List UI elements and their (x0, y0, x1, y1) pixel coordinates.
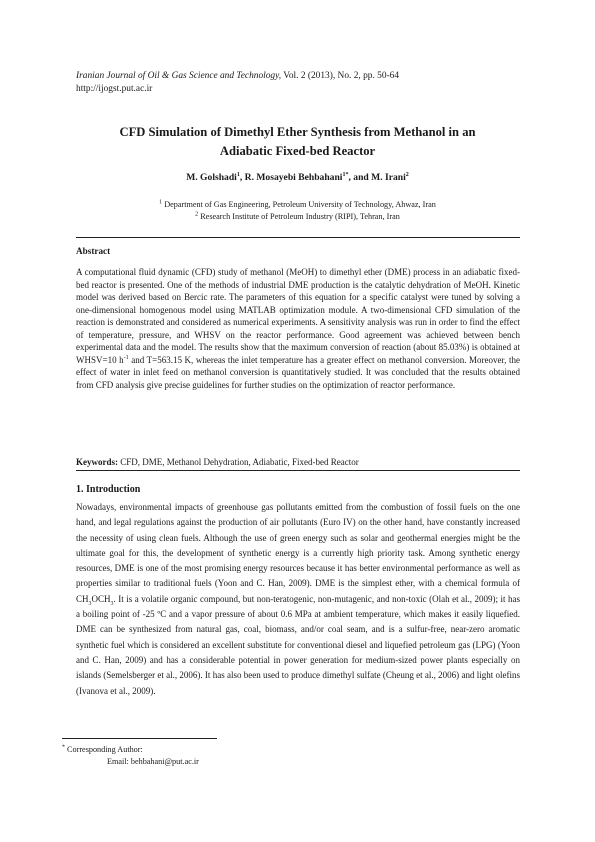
footnote-author (62, 744, 143, 756)
title-line-2: Adiabatic Fixed-bed Reactor (219, 144, 376, 158)
abstract-body (76, 266, 520, 391)
journal-url[interactable]: http://ijogst.put.ac.ir (76, 84, 153, 94)
affiliation-1-text: Department of Gas Engineering, Petroleum University of Technology, Ahwaz, Iran (162, 200, 436, 209)
journal-volume: Vol. 2 (2013), No. 2, pp. 50-64 (283, 71, 400, 81)
affiliation-1 (60, 200, 535, 209)
keywords-label: Keywords: (76, 457, 118, 467)
abstract-top-rule (76, 237, 520, 238)
footnote-rule (62, 738, 217, 739)
footnote-mark: * (62, 744, 65, 751)
section-heading-introduction: 1. Introduction (76, 484, 141, 495)
paper-title (60, 123, 535, 161)
footnote-label: Corresponding Author: (65, 745, 143, 754)
author-list (60, 172, 535, 183)
journal-name: Iranian Journal of Oil & Gas Science and Technology, (76, 71, 282, 81)
footnote-email[interactable]: Email: behbahani@put.ac.ir (107, 757, 199, 766)
abstract-text-2: and T=563.15 K, whereas the inlet temperature has a greater effect on methanol conversion. Moreover, the effect of water in inlet feed on methanol conversion is quantitatively studied. It was concluded that the results obtained from CFD analysis give precise guidelines for further studies on the optimization of reactor performance. (76, 354, 520, 390)
author-1-affil: 1 (236, 171, 240, 178)
author-3: , and M. Irani (348, 172, 406, 183)
author-1: M. Golshadi (186, 172, 237, 183)
affiliation-2-mark: 2 (195, 211, 199, 218)
keywords-text: CFD, DME, Methanol Dehydration, Adiabatic, Fixed-bed Reactor (118, 457, 359, 467)
abstract-text-1: A computational fluid dynamic (CFD) study of methanol (MeOH) to dimethyl ether (DME) process in an adiabatic fixed-bed reactor is presented. One of the methods of industrial DME production is the catalytic dehydration of MeOH. Kinetic model was derived based on Bercic rate. The parameters of this equation for a specific catalyst were tuned by solving a one-dimensional homogenous model using MATLAB optimization module. A two-dimensional CFD simulation of the reaction is demonstrated and considered as numerical experiments. A sensitivity analysis was run in order to find the effect of temperature, pressure, and WHSV on the reactor performance. Good agreement was achieved between bench experimental data and the model. The results show that the maximum conversion of reaction (about 85.03%) is obtained at WHSV=10 h (76, 267, 520, 365)
abstract-bottom-rule (76, 470, 520, 471)
introduction-body (76, 500, 520, 699)
journal-reference (76, 70, 399, 96)
affiliation-1-mark: 1 (159, 199, 163, 206)
journal-citation (76, 70, 399, 83)
keywords-line (76, 457, 359, 467)
intro-text-2: OCH (91, 593, 111, 604)
author-3-affil: 2 (405, 171, 409, 178)
abstract-heading: Abstract (76, 246, 111, 256)
author-2: , R. Mosayebi Behbahani (239, 172, 343, 183)
affiliation-2-text: Research Institute of Petroleum Industry (RIPI), Tehran, Iran (198, 212, 400, 221)
formula-subscript-1: 3 (88, 600, 92, 607)
title-line-1: CFD Simulation of Dimethyl Ether Synthesis from Methanol in an (119, 125, 476, 139)
abstract-unit-superscript: -1 (123, 354, 129, 361)
intro-text-3: . It is a volatile organic compound, but non-teratogenic, non-mutagenic, and non-toxic (Olah et al., 2009); it has a boiling point of -25 ºC and a vapor pressure of about 0.6 MPa at ambient temperature, which makes it easily liquefied. DME can be synthesized from natural gas, coal, biomass, and/or coal seam, and is a sulfur-free, near-zero aromatic synthetic fuel which is considered an excellent substitute for conventional diesel and liquefied petroleum gas (LPG) (Yoon and C. Han, 2009) and has a considerable potential in power generation for medium-sized power plants especially on islands (Semelsberger et al., 2006). It has also been used to produce dimethyl sulfate (Cheung et al., 2006) and light olefins (Ivanova et al., 2009). (76, 593, 520, 696)
intro-text-1: Nowadays, environmental impacts of greenhouse gas pollutants emitted from the combustion of fossil fuels on the one hand, and legal regulations against the production of air pollutants (Euro IV) on the other hand, have constantly increased the necessity of using clean fuels. Although the use of green energy such as solar and geothermal energies might be the ultimate goal for this, the development of synthetic energy is a currently high priority task. Among synthetic energy resources, DME is one of the most promising energy resources because it has better environmental performance as well as properties similar to traditional fuels (Yoon and C. Han, 2009). DME is the simplest ether, with a chemical formula of CH (76, 502, 520, 604)
affiliation-2 (60, 212, 535, 221)
formula-subscript-2: 3 (110, 600, 114, 607)
author-2-affil: 1* (342, 171, 349, 178)
